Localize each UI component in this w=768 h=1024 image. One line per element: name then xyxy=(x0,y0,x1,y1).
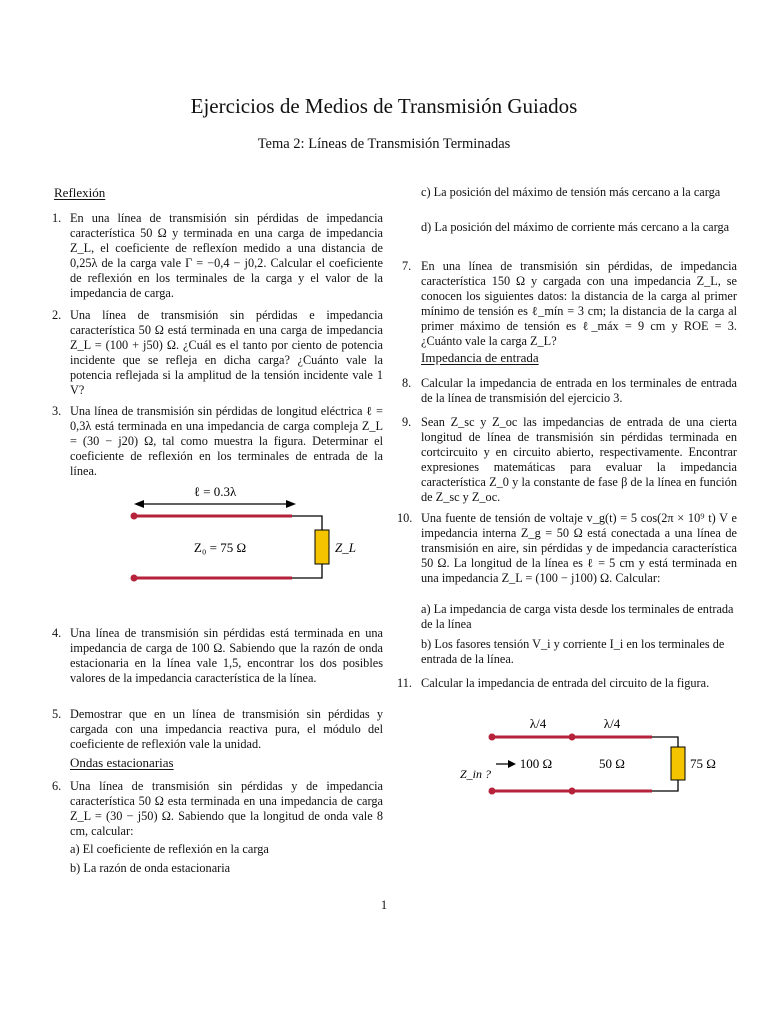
terminal-top xyxy=(489,734,496,741)
exercise-7-number: 7. xyxy=(402,259,412,273)
exercise-6-text: Una línea de transmisión sin pérdidas y de impedancia característica 50 Ω esta terminada en una impedancia de carga Z_L = (30 − j50) Ω. Sabiendo que la longitud de onda vale 8 cm, calcular: xyxy=(70,779,383,838)
page-number: 1 xyxy=(380,898,388,912)
arrow-head-left xyxy=(134,500,144,508)
terminal-bottom xyxy=(131,575,138,582)
exercise-4-number: 4. xyxy=(52,626,62,640)
exercise-6-c: c) La posición del máximo de tensión más cercano a la carga xyxy=(421,185,721,199)
r2-label: 50 Ω xyxy=(599,756,625,771)
junction-bottom xyxy=(569,788,576,795)
exercise-9-text: Sean Z_sc y Z_oc las impedancias de entrada de una cierta longitud de línea de transmisión sin pérdidas terminada en cortcircuito y en circuito abierto, respectivamente. Encontrar expresiones matemáticas para evaluar la impedancia característica Z_0 y la constante de fase β de la línea en función de Z_sc y Z_oc. xyxy=(421,415,737,504)
load-impedance xyxy=(315,530,329,564)
exercise-8-text: Calcular la impedancia de entrada en los terminales de entrada de la línea de transmisión del ejercicio 3. xyxy=(421,376,737,405)
exercise-10-number: 10. xyxy=(397,511,413,525)
transmission-line-figure-1 xyxy=(120,478,360,588)
exercise-8-number: 8. xyxy=(402,376,412,390)
exercise-2-text: Una línea de transmisión sin pérdidas e impedancia característica 50 Ω está terminada en una carga de impedancia Z_L = (100 + j50) Ω. ¿Cuál es el tanto por ciento de potencia incidente que se refleja en dicha carga? ¿Cuánto vale la potencia reflejada si la amplitud de la tensión incidente vale 1 V? xyxy=(70,308,383,397)
exercise-3-text: Una línea de transmisión sin pérdidas de longitud eléctrica ℓ = 0,3λ está terminada en una impedancia de carga compleja Z_L = (30 − j20) Ω, tal como muestra la figura. Determinar el coeficiente de reflexión en los terminales de entrada de la línea. xyxy=(70,404,383,478)
section-reflexion: Reflexión xyxy=(54,185,106,200)
exercise-10-b: b) Los fasores tensión V_i y corriente I_i en los terminales de entrada de la línea. xyxy=(421,637,725,666)
exercise-5-text: Demostrar que en un línea de transmisión sin pérdidas y cargada con una impedancia reactiva pura, el módulo del coeficiente de reflexión vale la unidad. xyxy=(70,707,383,751)
load-resistor xyxy=(671,747,685,780)
load-wire-bottom xyxy=(652,780,678,791)
exercise-11-number: 11. xyxy=(397,676,412,690)
exercise-10-a: a) La impedancia de carga vista desde los terminales de entrada de la línea xyxy=(421,602,734,631)
exercise-5-number: 5. xyxy=(52,707,62,721)
arrow-head-right xyxy=(286,500,296,508)
load-wire-bottom xyxy=(292,564,322,578)
r1-label: 100 Ω xyxy=(519,756,553,771)
transmission-line-figure-2 xyxy=(456,710,726,800)
exercise-1-text: En una línea de transmisión sin pérdidas de impedancia característica 50 Ω y terminada en una carga de impedancia Z_L, el coeficiente de reflexíon medido a una distancia de 0,25λ de la carga vale Γ = −0,4 − j0,2. Calcular el coeficiente de reflexión en los terminales de la carga y el valor de la impedancia de carga. xyxy=(70,211,383,300)
junction-top xyxy=(569,734,576,741)
section-ondas: Ondas estacionarias xyxy=(70,755,174,770)
exercise-6-b: b) La razón de onda estacionaria xyxy=(70,861,231,875)
zin-label: Z_in ? xyxy=(460,767,492,781)
exercise-11-text: Calcular la impedancia de entrada del circuito de la figura. xyxy=(421,676,710,690)
exercise-4-text: Una línea de transmisión sin pérdidas está terminada en una impedancia de carga de 100 Ω. Sabiendo que la razón de onda estacionaria en la línea vale 1,5, encontrar los dos posibles valores de la impedancia característica de la línea. xyxy=(70,626,383,685)
load-wire xyxy=(652,737,678,747)
load-wire xyxy=(292,516,322,530)
lambda-quarter-1: λ/4 xyxy=(529,716,547,731)
exercise-3-number: 3. xyxy=(52,404,62,418)
z0-label: Z₀ = 75 Ω xyxy=(193,540,247,555)
exercise-6-number: 6. xyxy=(52,779,62,793)
length-label: ℓ = 0.3λ xyxy=(193,484,237,499)
exercise-9-number: 9. xyxy=(402,415,412,429)
terminal-top xyxy=(131,513,138,520)
exercise-6-a: a) El coeficiente de reflexión en la carga xyxy=(70,842,269,856)
exercise-7-text: En una línea de transmisión sin pérdidas, de impedancia característica 150 Ω y cargada con una impedancia Z_L, se conocen los siguientes datos: la distancia de la carga al primer mínimo de tensión es ℓ_mín = 3 cm; la distancia de la carga al primer máximo de tensión es ℓ_máx = 9 cm y ROE = 3. ¿Cuánto vale la carga Z_L? xyxy=(421,259,737,348)
r3-label: 75 Ω xyxy=(690,756,716,771)
zin-arrow-head xyxy=(508,760,516,768)
document-subtitle: Tema 2: Líneas de Transmisión Terminadas xyxy=(257,136,511,152)
exercise-2-number: 2. xyxy=(52,308,62,322)
document-title: Ejercicios de Medios de Transmisión Guiados xyxy=(190,94,578,118)
zl-label: Z_L xyxy=(335,540,356,555)
section-impedancia: Impedancia de entrada xyxy=(421,350,539,365)
exercise-6-d: d) La posición del máximo de corriente más cercano a la carga xyxy=(421,220,730,234)
lambda-quarter-2: λ/4 xyxy=(603,716,621,731)
exercise-10-text: Una fuente de tensión de voltaje v_g(t) = 5 cos(2π × 10⁹ t) V e impedancia interna Z_g = 50 Ω está conectada a una línea de transmisión en aire, sin pérdidas y de impedancia característica 50 Ω. La longitud de la línea es ℓ = 5 cm y está terminada en una impedancia Z_L = (100 − j100) Ω. Calcular: xyxy=(421,511,737,585)
terminal-bottom xyxy=(489,788,496,795)
exercise-1-number: 1. xyxy=(52,211,62,225)
